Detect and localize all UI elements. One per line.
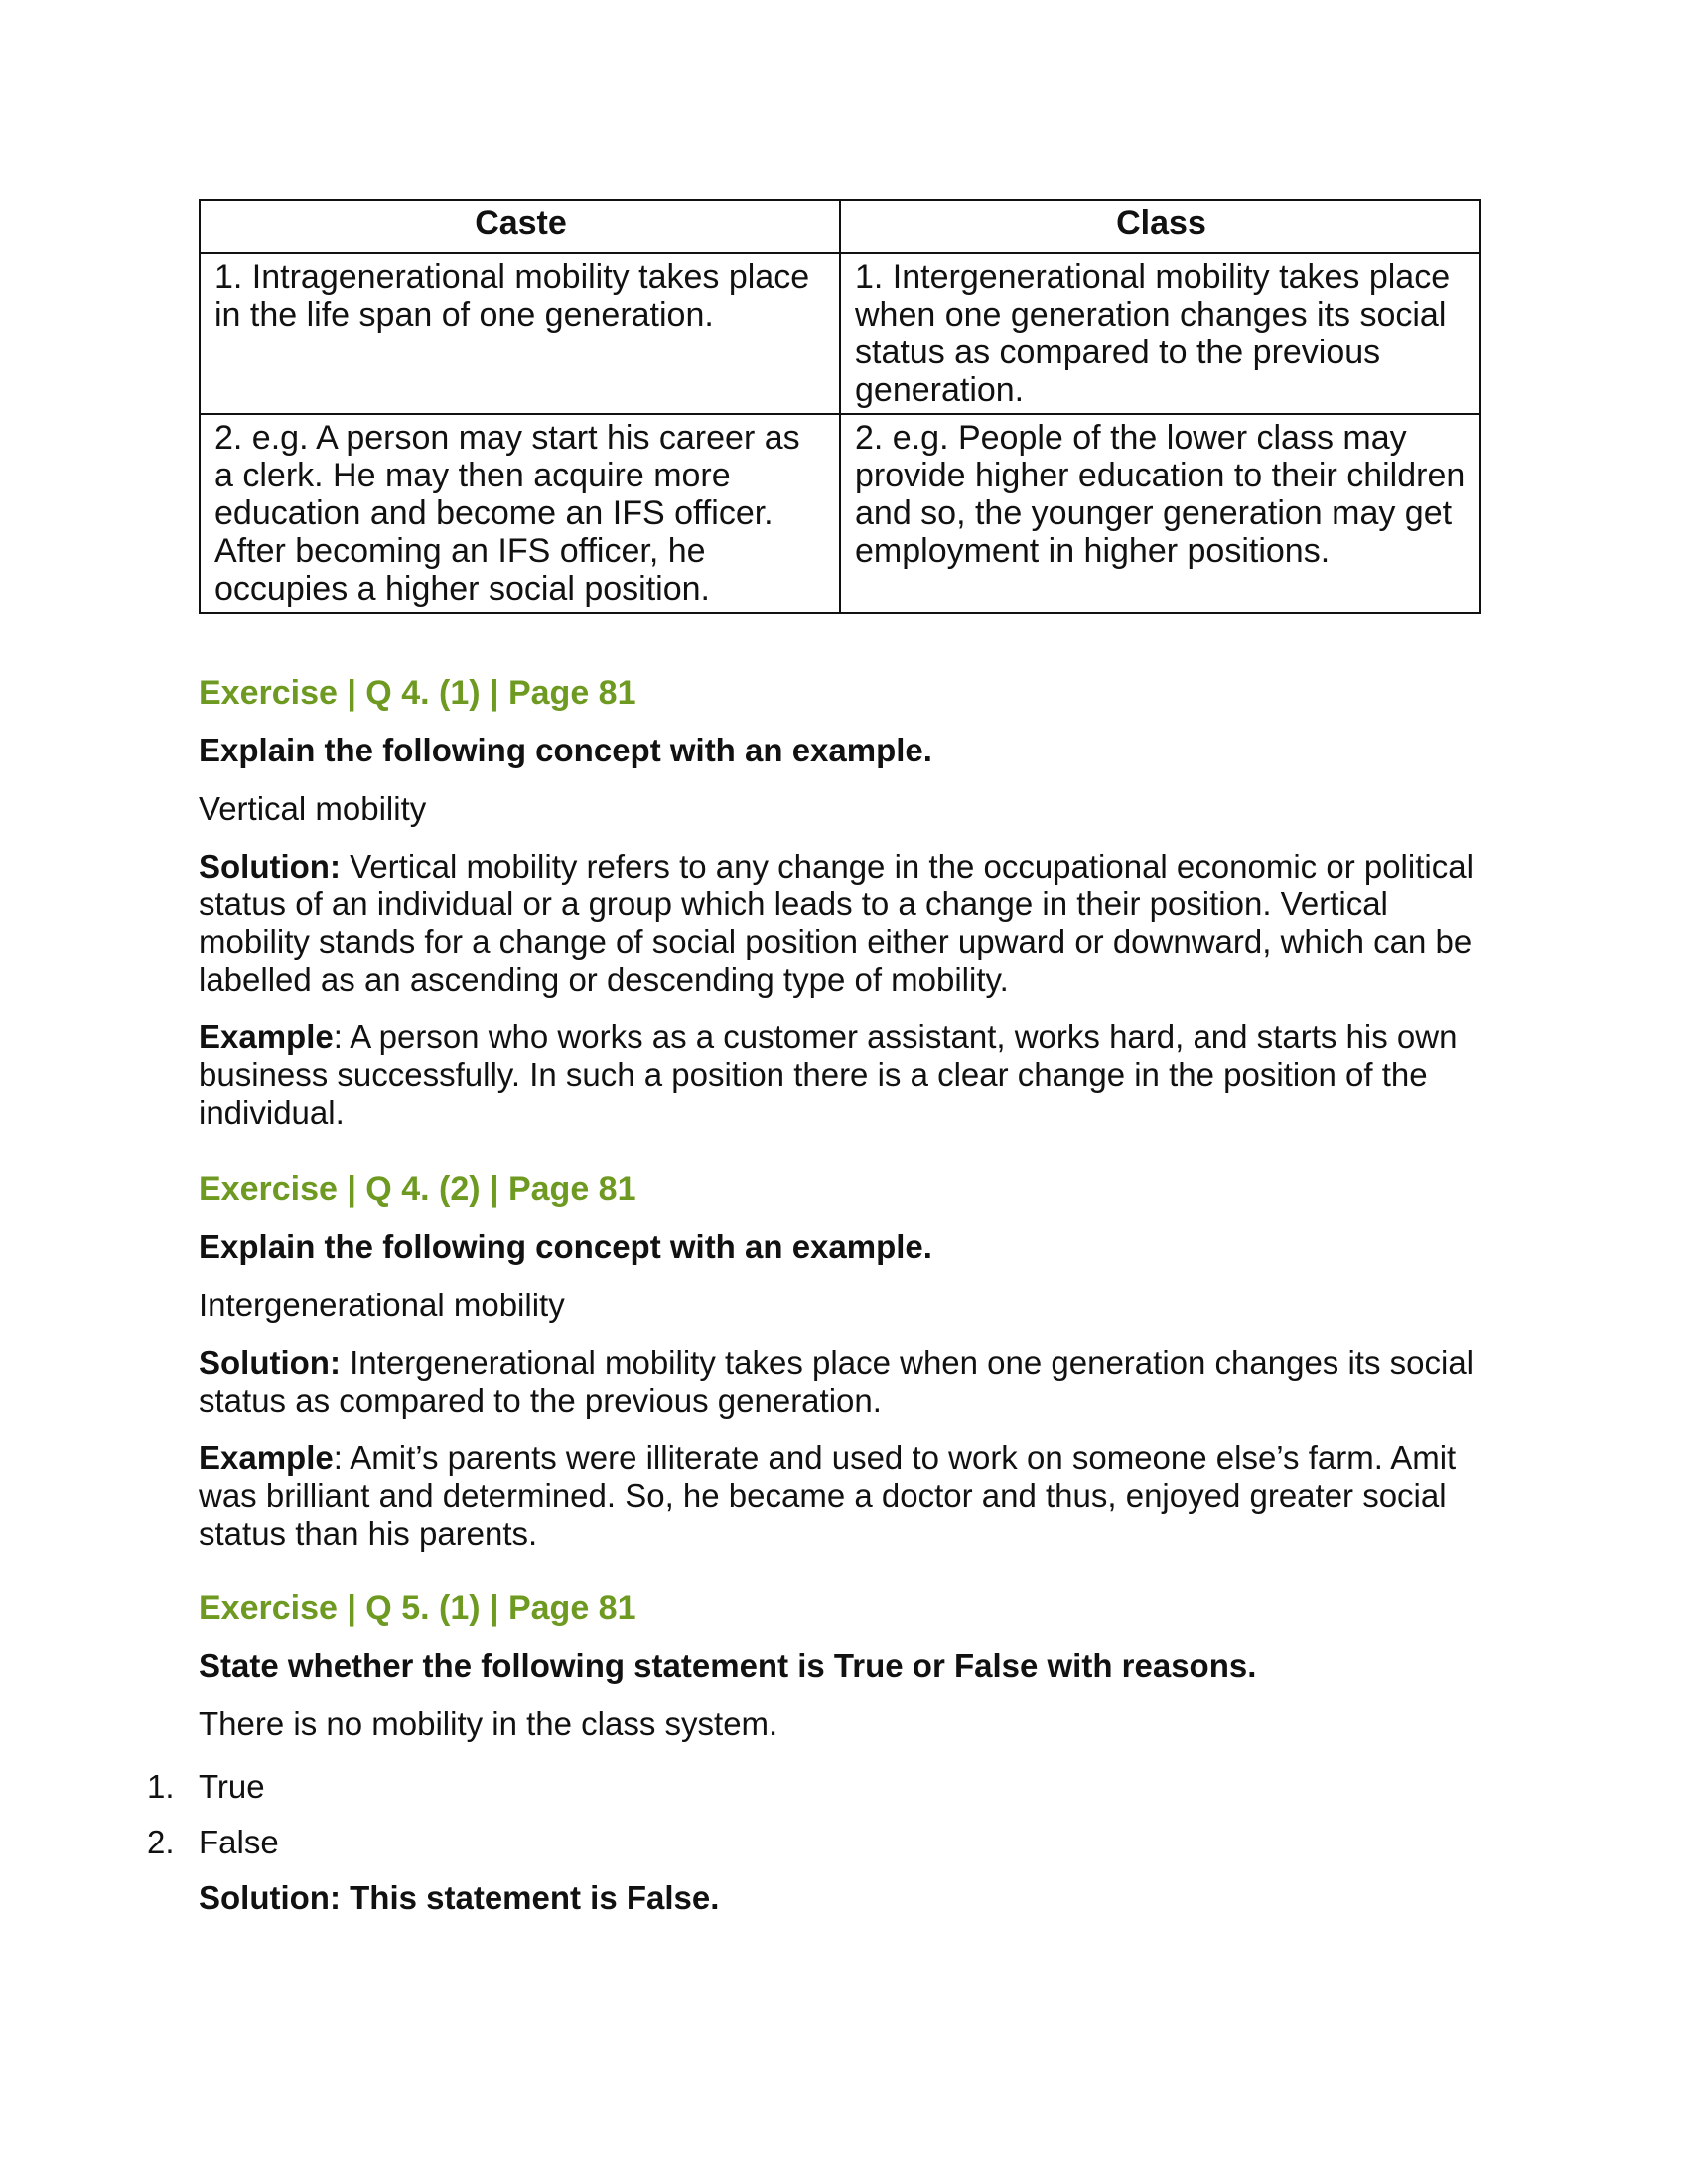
topic-text: Intergenerational mobility [199,1287,565,1323]
table-cell: 2. e.g. A person may start his career as a clerk. He may then acquire more education and become an IFS officer. After becoming an IFS officer, he occupies a higher social position. [200,414,840,613]
question-text: Explain the following concept with an example. [199,1228,932,1265]
topic-text: There is no mobility in the class system. [199,1706,778,1742]
table-cell: 1. Intergenerational mobility takes place when one generation changes its social status as compared to the previous generation. [840,253,1480,414]
table-header-row [200,200,1480,253]
section-q5-1 [199,1588,1489,1743]
example-label: Example [199,1439,334,1476]
list-item [147,1767,279,1807]
table-cell: 2. e.g. People of the lower class may provide higher education to their children and so, the younger generation may get employment in higher positions. [840,414,1480,613]
list-item [147,1823,279,1862]
exercise-heading: Exercise | Q 5. (1) | Page 81 [199,1589,636,1627]
example-text: : A person who works as a customer assistant, works hard, and starts his own business successfully. In such a position there is a clear change in the position of the individual. [199,1019,1458,1131]
table-header-caste: Caste [200,200,840,253]
solution-paragraph [199,1344,1489,1420]
option-number: 2. [147,1824,175,1860]
option-label: True [199,1768,265,1805]
topic-text: Vertical mobility [199,790,427,827]
table-row [200,414,1480,613]
solution-label: Solution: [199,1344,341,1381]
table-row [200,253,1480,414]
example-text: : Amit’s parents were illiterate and used to work on someone else’s farm. Amit was brilliant and determined. So, he became a doctor and thus, enjoyed greater social status than his parents. [199,1439,1457,1552]
caste-class-table [199,199,1481,614]
table-header-class: Class [840,200,1480,253]
solution-label: Solution: [199,848,341,885]
example-label: Example [199,1019,334,1055]
exercise-heading: Exercise | Q 4. (2) | Page 81 [199,1170,636,1208]
document-page [199,199,1489,1742]
solution-text: Intergenerational mobility takes place when one generation changes its social status as compared to the previous generation. [199,1344,1474,1419]
solution-paragraph [199,848,1489,999]
question-text: Explain the following concept with an example. [199,732,932,768]
answer-options [147,1767,279,1878]
option-number: 1. [147,1768,175,1805]
question-text: State whether the following statement is True or False with reasons. [199,1647,1257,1684]
section-q4-1 [199,673,1489,1132]
solution-text: Vertical mobility refers to any change in the occupational economic or political status of an individual or a group which leads to a change in their position. Vertical mobility stands for a change of social position either upward or downward, which can be labelled as an ascending or descending type of mobility. [199,848,1474,998]
option-label: False [199,1824,279,1860]
table-cell: 1. Intragenerational mobility takes place in the life span of one generation. [200,253,840,414]
example-paragraph [199,1019,1489,1132]
example-paragraph [199,1439,1489,1553]
section-q4-2 [199,1169,1489,1553]
final-solution: Solution: This statement is False. [199,1879,720,1916]
exercise-heading: Exercise | Q 4. (1) | Page 81 [199,674,636,712]
